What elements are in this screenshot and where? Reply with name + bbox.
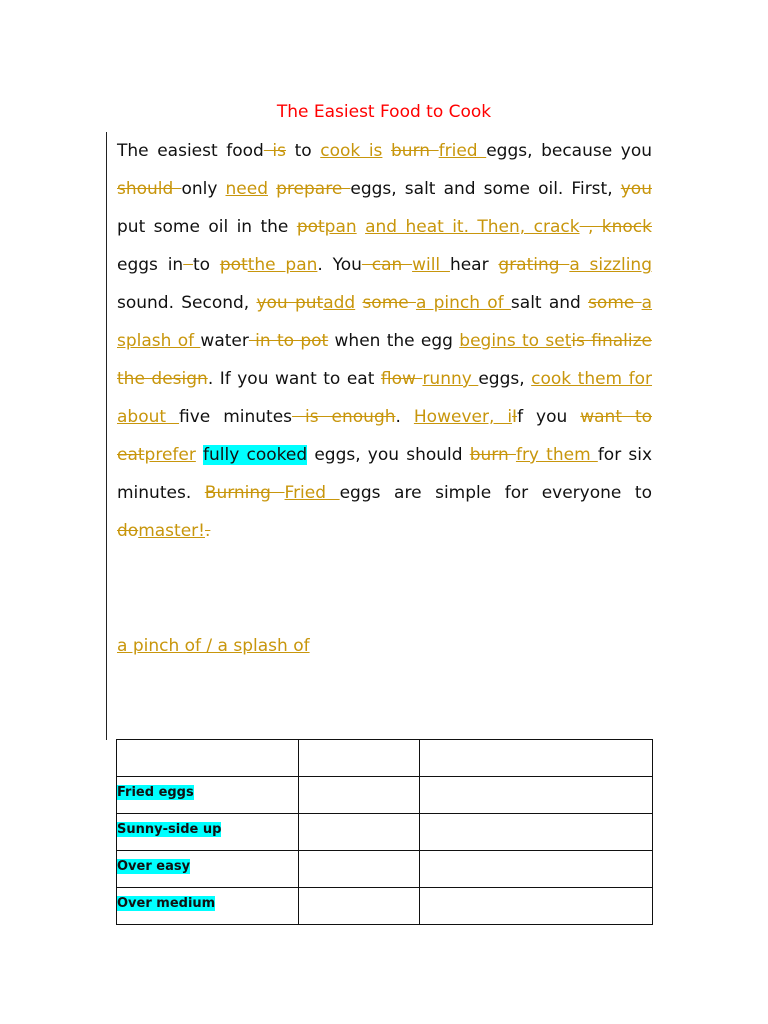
table-row: [117, 888, 653, 925]
deleted-text: should: [117, 179, 182, 199]
inserted-text: cook them for about: [117, 369, 653, 427]
deleted-text: pot: [296, 217, 325, 237]
table-cell: [117, 777, 299, 814]
body-text-run: eggs, you should: [307, 445, 470, 465]
inserted-text: a sizzling: [569, 255, 652, 275]
body-text-run: put some oil in the: [117, 217, 297, 237]
chinese-note-phrases: a pinch of / a splash of: [117, 636, 310, 656]
inserted-text: a splash of: [117, 293, 653, 351]
inserted-text: pan: [324, 217, 357, 237]
body-text-run: [357, 217, 365, 237]
inserted-text: begins to set: [459, 331, 572, 351]
table-cell: [117, 888, 299, 925]
table-cell: [299, 814, 420, 851]
revision-margin-bar: [106, 132, 107, 740]
table-cell: [117, 740, 299, 777]
deleted-text: I: [512, 407, 518, 427]
table-row: [117, 851, 653, 888]
deleted-text: burn: [391, 141, 439, 161]
table-cell: [420, 740, 653, 777]
egg-doneness-table: [116, 739, 653, 925]
inserted-text: prefer: [144, 445, 196, 465]
table-row: [117, 777, 653, 814]
body-text-run: [382, 141, 391, 161]
deleted-text: some: [588, 293, 642, 313]
body-text-run: f you: [517, 407, 581, 427]
table-cell: [420, 814, 653, 851]
table-cell: [299, 740, 420, 777]
deleted-text: is enough: [292, 407, 396, 427]
inserted-text: fry them: [515, 445, 598, 465]
table-cell: [299, 888, 420, 925]
essay-paragraph: [117, 132, 652, 550]
body-text-run: . If you want to eat: [207, 369, 381, 389]
body-text-run: [196, 445, 203, 465]
highlighted-text: fully cooked: [203, 445, 308, 465]
inserted-text: a pinch of: [415, 293, 511, 313]
inserted-text: However, i: [413, 407, 513, 427]
deleted-text: flow: [380, 369, 423, 389]
deleted-text: in to pot: [248, 331, 329, 351]
body-text-run: water: [200, 331, 249, 351]
deleted-text: .: [204, 521, 211, 541]
table-cell: [299, 777, 420, 814]
body-text-run: .: [395, 407, 414, 427]
inserted-text: master!: [138, 521, 205, 541]
body-text-run: eggs, salt and some oil. First,: [350, 179, 621, 199]
body-text-run: . You: [317, 255, 362, 275]
deleted-text: is finalize the design: [117, 331, 652, 389]
table-cell: [117, 814, 299, 851]
document-title: The Easiest Food to Cook: [276, 102, 492, 122]
deleted-text: pot: [219, 255, 248, 275]
body-text-run: for six minutes.: [117, 445, 653, 503]
body-text-run: when the egg: [328, 331, 460, 351]
table-cell: [299, 851, 420, 888]
table-cell-text: Over medium: [117, 896, 216, 911]
table-cell-text: Fried eggs: [117, 785, 194, 800]
inserted-text: runny: [422, 369, 479, 389]
body-text-run: to: [193, 255, 220, 275]
table-cell: [420, 777, 653, 814]
inserted-text: need: [225, 179, 268, 199]
deleted-text: is: [263, 141, 286, 161]
deleted-text: , knock: [579, 217, 652, 237]
inserted-text: fried: [438, 141, 487, 161]
inserted-text: will: [412, 255, 450, 275]
table-cell: [117, 851, 299, 888]
body-text-run: eggs, because you: [486, 141, 653, 161]
deleted-text: can: [361, 255, 413, 275]
body-text-run: five minutes: [179, 407, 293, 427]
body-text-run: eggs in: [117, 255, 184, 275]
inserted-text: add: [323, 293, 356, 313]
table-row: [117, 740, 653, 777]
deleted-text: you put: [256, 293, 324, 313]
body-text-run: The easiest food: [117, 141, 264, 161]
table-row: [117, 814, 653, 851]
deleted-text: some: [362, 293, 416, 313]
deleted-text: [183, 255, 193, 275]
body-text-run: eggs,: [478, 369, 532, 389]
deleted-text: grating: [498, 255, 570, 275]
inserted-text: the pan: [247, 255, 318, 275]
deleted-text: burn: [469, 445, 516, 465]
inserted-text: cook is: [320, 141, 383, 161]
deleted-text: do: [117, 521, 139, 541]
body-text-run: [268, 179, 276, 199]
inserted-text: and heat it. Then, crack: [365, 217, 580, 237]
body-text-run: to: [286, 141, 321, 161]
body-text-run: hear: [449, 255, 499, 275]
table-cell: [420, 888, 653, 925]
chinese-note: [117, 627, 665, 665]
table-cell-text: Over easy: [117, 859, 191, 874]
body-text-run: eggs are simple for everyone to: [339, 483, 652, 503]
body-text-run: only: [181, 179, 226, 199]
essay-body: [117, 132, 652, 550]
body-text-run: sound. Second,: [117, 293, 257, 313]
body-text-run: salt and: [510, 293, 589, 313]
deleted-text: Burning: [204, 483, 285, 503]
table-cell-text: Sunny-side up: [117, 822, 222, 837]
deleted-text: want to eat: [117, 407, 653, 465]
inserted-text: Fried: [284, 483, 340, 503]
table-cell: [420, 851, 653, 888]
deleted-text: prepare: [276, 179, 351, 199]
deleted-text: you: [620, 179, 652, 199]
